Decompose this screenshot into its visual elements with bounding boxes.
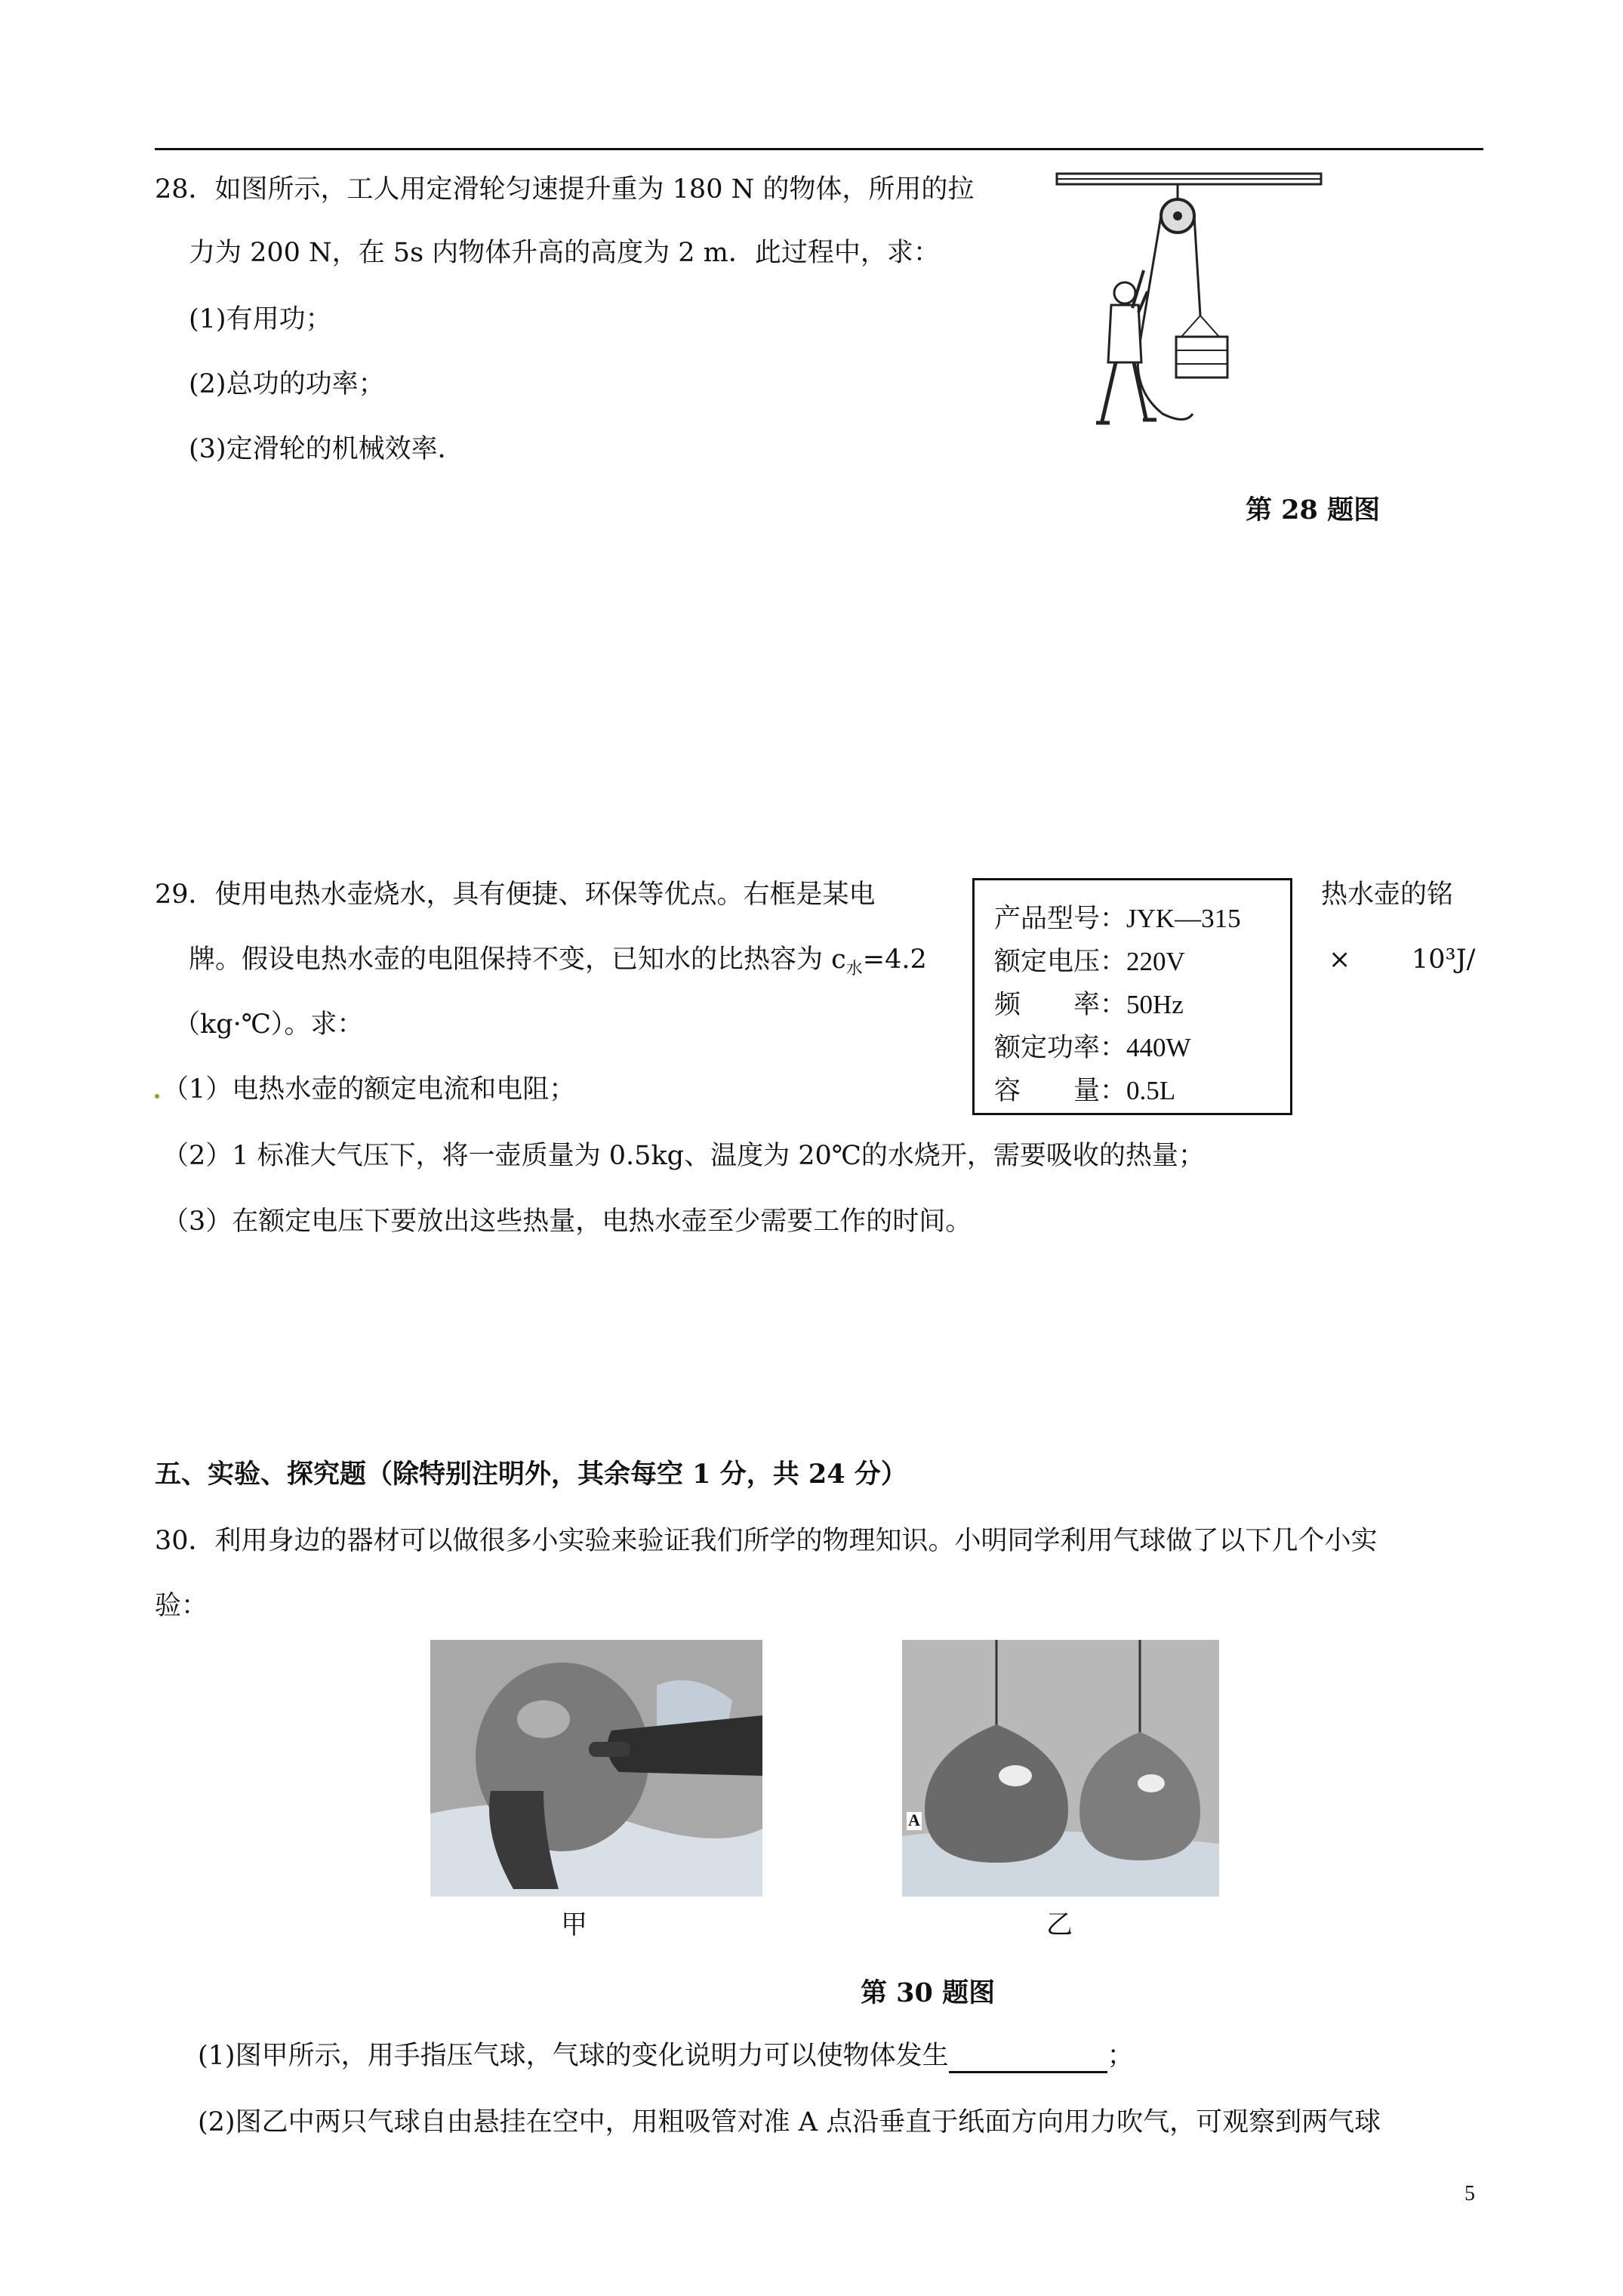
header-rule: [155, 148, 1483, 150]
q29-item1: （1）电热水壶的额定电流和电阻；: [162, 1074, 576, 1105]
q30-line2: 验：: [155, 1591, 208, 1621]
point-a-label: A: [908, 1811, 920, 1829]
label-yi: 乙: [1046, 1910, 1073, 1940]
q28-line1: 28．如图所示，工人用定滑轮匀速提升重为 180 N 的物体，所用的拉: [155, 174, 975, 205]
q28-item1: (1)有用功；: [189, 304, 332, 334]
spec-frequency: 频 率：50Hz: [994, 990, 1184, 1019]
q29-line1-tail: 热水壶的铭: [1321, 880, 1454, 910]
kettle-nameplate: [972, 878, 1292, 1115]
q29-item2: （2）1 标准大气压下，将一壶质量为 0.5kg、温度为 20℃的水烧开，需要吸收的热量；: [162, 1141, 1205, 1171]
q29-item3: （3）在额定电压下要放出这些热量，电热水壶至少需要工作的时间。: [162, 1207, 972, 1237]
spec-capacity: 容 量：0.5L: [994, 1076, 1176, 1105]
label-jia: 甲: [561, 1910, 588, 1940]
q28-line2: 力为 200 N，在 5s 内物体升高的高度为 2 m．此过程中，求：: [189, 238, 940, 268]
q28-item3: (3)定滑轮的机械效率．: [189, 434, 464, 464]
q30-item2: (2)图乙中两只气球自由悬挂在空中，用粗吸管对准 A 点沿垂直于纸面方向用力吹气，可观察到两气球: [198, 2107, 1381, 2137]
section5-heading: 五、实验、探究题（除特别注明外，其余每空 1 分，共 24 分）: [155, 1459, 907, 1490]
q28-item2: (2)总功的功率；: [189, 369, 385, 399]
spec-model: 产品型号：JYK—315: [994, 904, 1241, 933]
photo-jia-balloon-press: [430, 1640, 762, 1897]
q29-line2-unit: 10³J/: [1412, 945, 1476, 975]
q29-line3: （kg·℃）。求：: [174, 1009, 364, 1040]
q29-line2: 牌。假设电热水壶的电阻保持不变，已知水的比热容为 $c_水=4.2$: [189, 945, 927, 978]
page-number: 5: [1464, 2182, 1475, 2205]
answer-blank[interactable]: [949, 2042, 1107, 2073]
q29-line2-times: ×: [1329, 945, 1351, 975]
stray-mark: [155, 1094, 159, 1099]
balloon-press-illustration: [430, 1640, 762, 1897]
q28-figure-caption: 第 28 题图: [1246, 495, 1381, 525]
spec-voltage: 额定电压：220V: [994, 947, 1185, 976]
hanging-balloons-illustration: [902, 1640, 1219, 1897]
q30-line1: 30．利用身边的器材可以做很多小实验来验证我们所学的物理知识。小明同学利用气球做了以下几个小实: [155, 1526, 1378, 1556]
q30-figure-caption: 第 30 题图: [861, 1977, 996, 2008]
q30-item1: (1)图甲所示，用手指压气球，气球的变化说明力可以使物体发生 ；: [198, 2039, 1134, 2073]
spec-power: 额定功率：440W: [994, 1033, 1191, 1062]
pulley-worker-illustration: [1049, 165, 1329, 433]
q29-line1: 29．使用电热水壶烧水，具有便捷、环保等优点。右框是某电: [155, 880, 876, 910]
photo-yi-hanging-balloons: [902, 1640, 1219, 1897]
